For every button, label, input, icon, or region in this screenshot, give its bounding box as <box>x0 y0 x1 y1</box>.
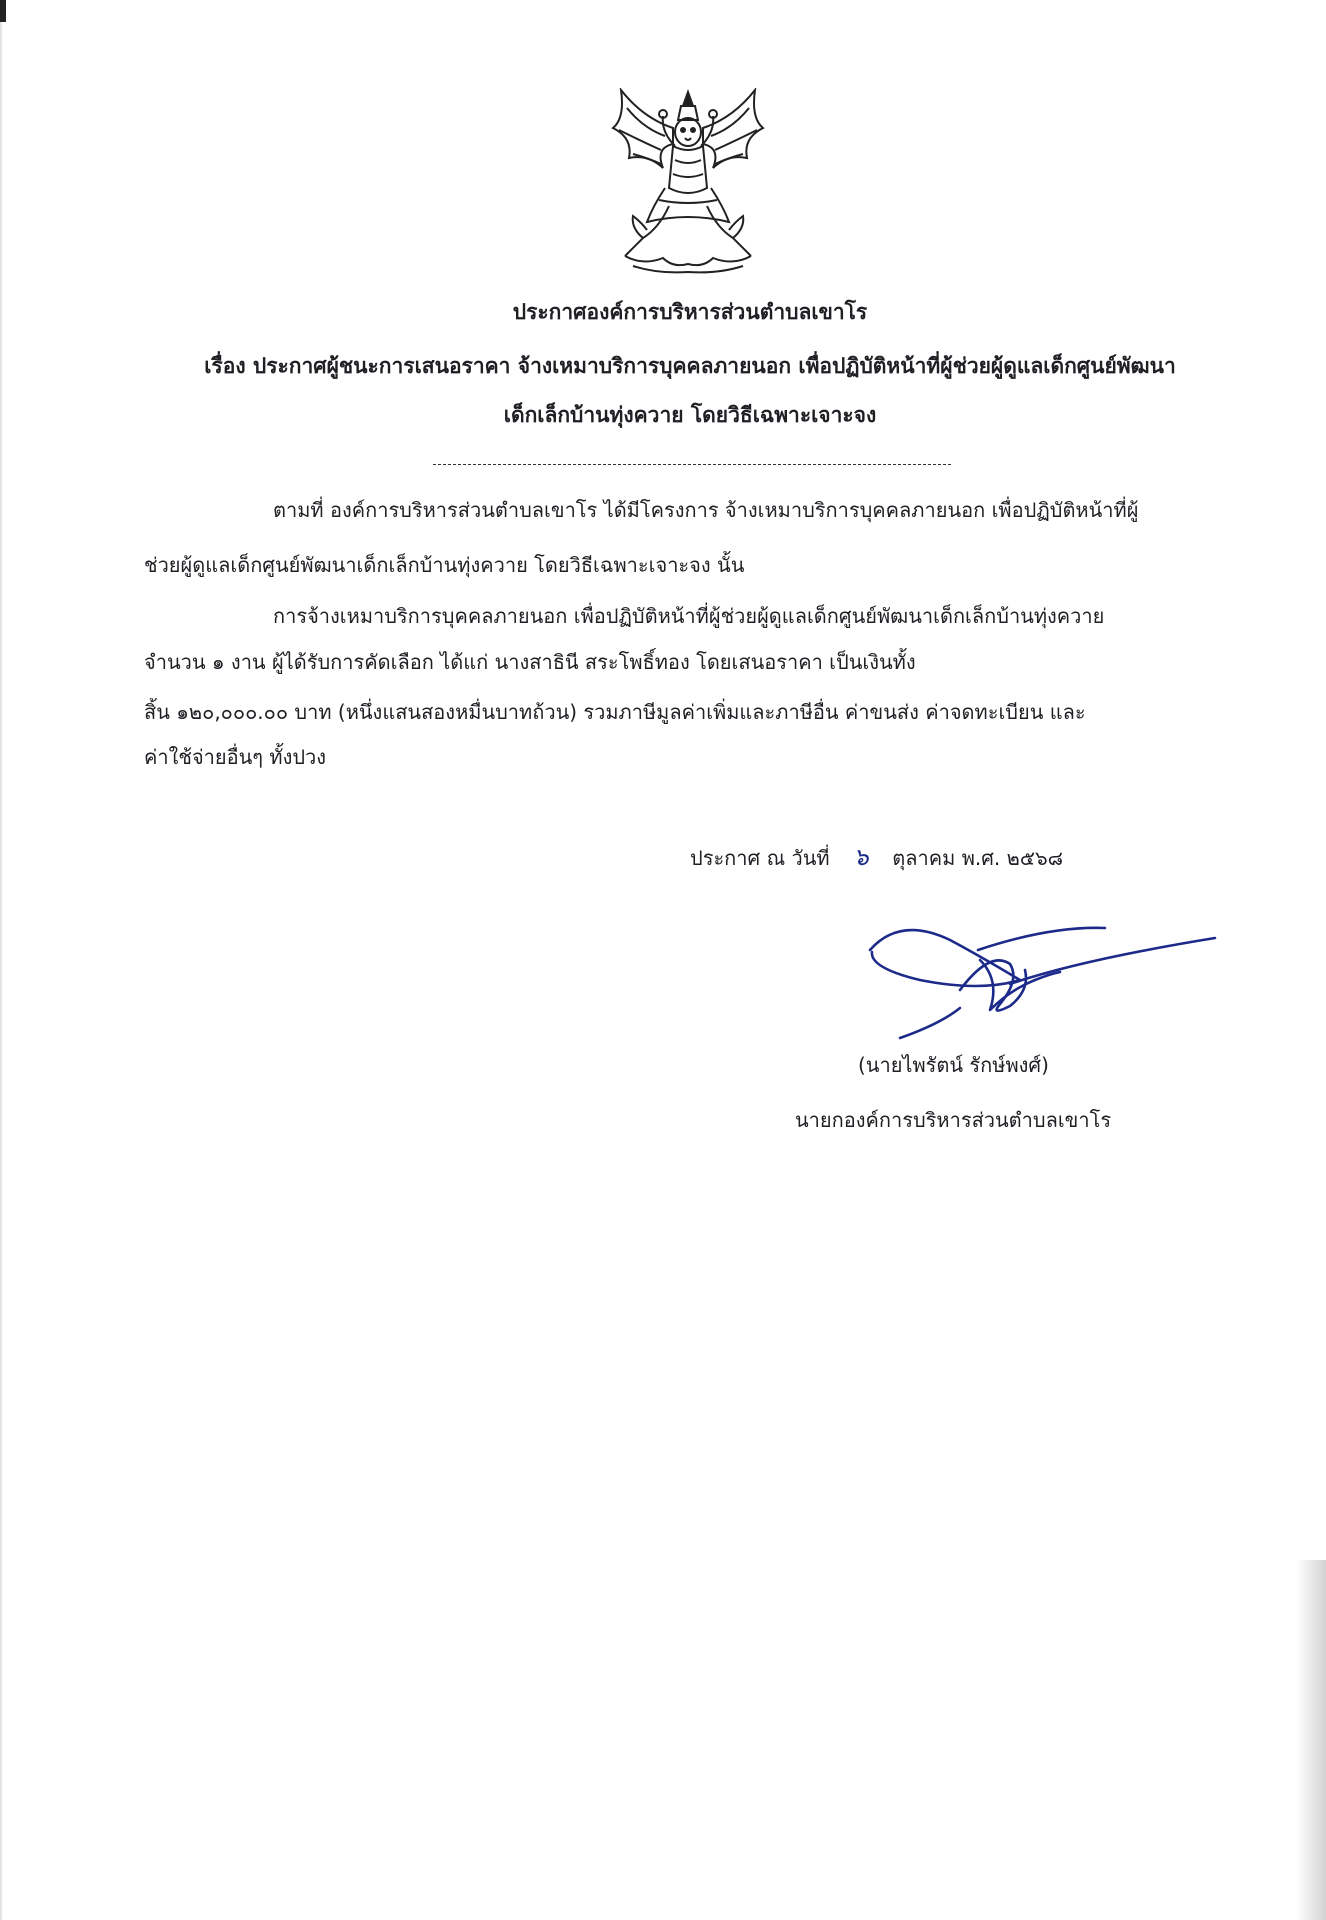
signatory-position: นายกองค์การบริหารส่วนตำบลเขาโร <box>795 1108 1112 1132</box>
handwritten-signature-icon <box>860 920 1220 1040</box>
date-prefix: ประกาศ ณ วันที่ <box>690 846 830 870</box>
scan-corner-mark <box>0 0 6 22</box>
garuda-emblem-icon <box>603 88 773 278</box>
scan-shadow <box>1296 1560 1326 1920</box>
date-month-year: ตุลาคม พ.ศ. ๒๕๖๘ <box>892 846 1064 870</box>
paragraph-2-line-1: การจ้างเหมาบริการบุคคลภายนอก เพื่อปฏิบัติหน้าที่ผู้ช่วยผู้ดูแลเด็กศูนย์พัฒนาเด็กเล็กบ้านทุ่งควาย <box>273 604 1105 628</box>
announcement-title: ประกาศองค์การบริหารส่วนตำบลเขาโร <box>512 300 868 324</box>
dashed-divider <box>433 464 951 465</box>
paragraph-1-line-2: ช่วยผู้ดูแลเด็กศูนย์พัฒนาเด็กเล็กบ้านทุ่งควาย โดยวิธีเฉพาะเจาะจง นั้น <box>144 553 745 577</box>
announcement-date <box>690 843 1063 872</box>
subject-line-2: เด็กเล็กบ้านทุ่งควาย โดยวิธีเฉพาะเจาะจง <box>503 403 877 427</box>
signatory-name: (นายไพรัตน์ รักษ์พงศ์) <box>858 1053 1049 1077</box>
paragraph-2-line-3: สิ้น ๑๒๐,๐๐๐.๐๐ บาท (หนึ่งแสนสองหมื่นบาทถ้วน) รวมภาษีมูลค่าเพิ่มและภาษีอื่น ค่าขนส่ง ค่าจดทะเบียน และ <box>144 700 1086 724</box>
scan-edge <box>0 0 3 1920</box>
subject-line-1: เรื่อง ประกาศผู้ชนะการเสนอราคา จ้างเหมาบริการบุคคลภายนอก เพื่อปฏิบัติหน้าที่ผู้ช่วยผู้ดูแลเด็กศูนย์พัฒนา <box>204 354 1176 378</box>
paragraph-1-line-1: ตามที่ องค์การบริหารส่วนตำบลเขาโร ได้มีโครงการ จ้างเหมาบริการบุคคลภายนอก เพื่อปฏิบัติหน้าที่ผู้ <box>273 498 1139 522</box>
paragraph-2-line-4: ค่าใช้จ่ายอื่นๆ ทั้งปวง <box>144 745 327 769</box>
paragraph-2-line-2: จำนวน ๑ งาน ผู้ได้รับการคัดเลือก ได้แก่ นางสาธินี สระโพธิ์ทอง โดยเสนอราคา เป็นเงินทั้ง <box>144 650 916 674</box>
handwritten-day: ๖ <box>853 843 869 871</box>
